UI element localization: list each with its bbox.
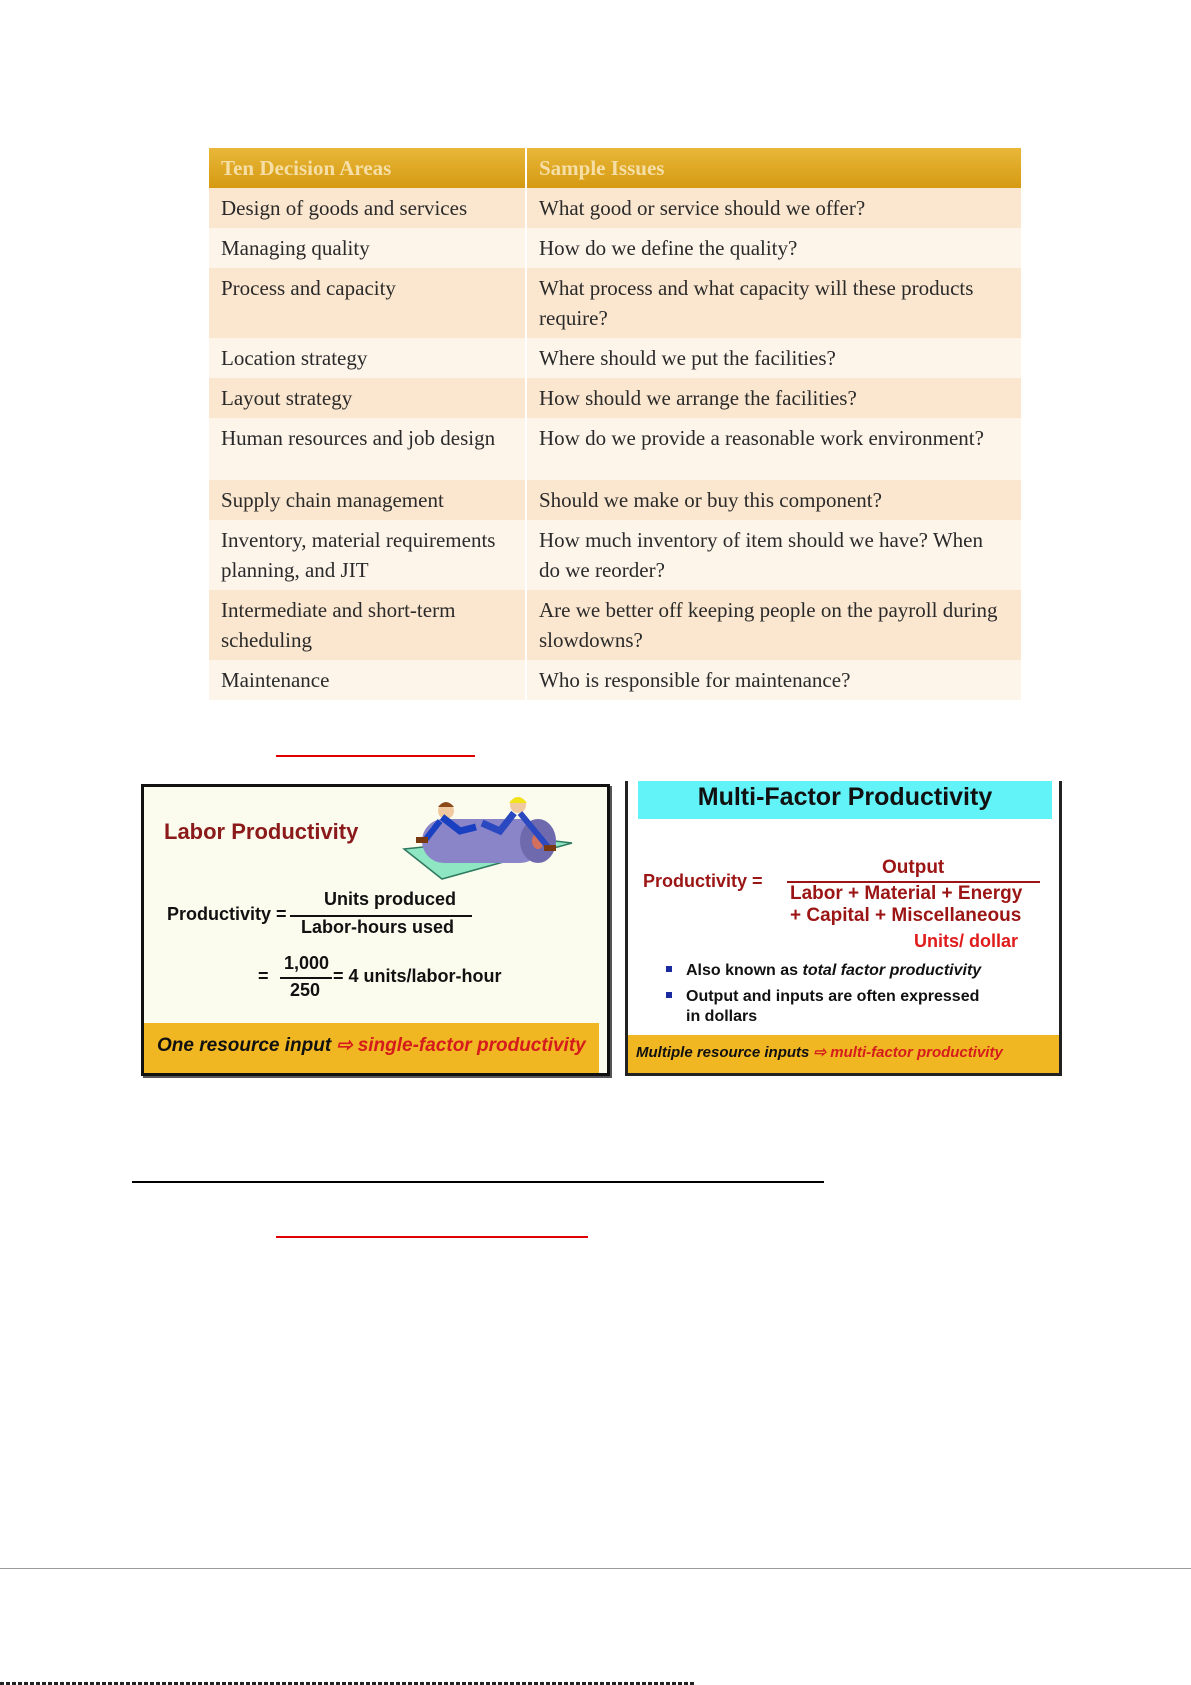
table-header-row	[209, 148, 1021, 188]
equals-sign: =	[258, 966, 269, 986]
decision-area-cell: Managing quality	[209, 228, 526, 268]
header-sample-issues: Sample Issues	[526, 148, 1021, 188]
numerator-value: 1,000	[284, 953, 330, 973]
sample-issue-cell: What good or service should we offer?	[526, 188, 1021, 228]
sample-issue-cell: How do we provide a reasonable work environment?	[526, 418, 1021, 480]
table-row	[209, 228, 1021, 268]
table-row	[209, 520, 1021, 590]
square-bullet-icon	[666, 966, 672, 972]
bullet-expressed-in-dollars: Output and inputs are often expressed in dollars	[666, 987, 979, 1027]
inputs-denominator-line-2: + Capital + Miscellaneous	[790, 905, 1022, 926]
sample-issue-cell: How much inventory of item should we have? When do we reorder?	[526, 520, 1021, 590]
decision-area-cell: Intermediate and short-term scheduling	[209, 590, 526, 660]
red-underline-rule	[276, 755, 475, 757]
table-row	[209, 418, 1021, 480]
slide-title: Labor Productivity	[164, 819, 359, 844]
workers-rolling-carpet-illustration	[402, 791, 578, 883]
productivity-label: Productivity =	[643, 871, 763, 891]
page-footer-divider	[0, 1568, 1191, 1569]
multi-factor-productivity-slide	[625, 781, 1062, 1076]
multi-factor-banner	[628, 1035, 1059, 1073]
inputs-denominator-line-1: Labor + Material + Energy	[790, 883, 1023, 904]
result-value: = 4 units/labor-hour	[333, 966, 502, 986]
decision-area-cell: Maintenance	[209, 660, 526, 700]
banner-highlight: single-factor productivity	[357, 1035, 586, 1056]
arrow-icon: ⇨	[336, 1035, 353, 1056]
decision-area-cell: Human resources and job design	[209, 418, 526, 480]
banner-highlight: multi-factor productivity	[830, 1044, 1003, 1061]
decision-area-cell: Location strategy	[209, 338, 526, 378]
sample-issue-cell: Who is responsible for maintenance?	[526, 660, 1021, 700]
decision-area-cell: Supply chain management	[209, 480, 526, 520]
banner-text: Multiple resource inputs	[636, 1044, 810, 1061]
productivity-label: Productivity =	[167, 904, 287, 924]
decision-area-cell: Inventory, material requirements planning, and JIT	[209, 520, 526, 590]
sample-issue-cell: How should we arrange the facilities?	[526, 378, 1021, 418]
table-row	[209, 268, 1021, 338]
sample-issue-cell: Are we better off keeping people on the payroll during slowdowns?	[526, 590, 1021, 660]
table-row	[209, 590, 1021, 660]
header-decision-areas: Ten Decision Areas	[209, 148, 526, 188]
banner-text: One resource input	[157, 1035, 332, 1056]
output-numerator: Output	[882, 857, 945, 878]
bullet-total-factor: Also known as total factor productivity	[666, 961, 981, 981]
sample-issue-cell: Where should we put the facilities?	[526, 338, 1021, 378]
decision-area-cell: Design of goods and services	[209, 188, 526, 228]
table-row	[209, 660, 1021, 700]
black-underline-rule	[132, 1181, 824, 1183]
table-row	[209, 338, 1021, 378]
decision-area-cell: Process and capacity	[209, 268, 526, 338]
units-per-dollar: Units/ dollar	[914, 931, 1019, 951]
units-produced-numerator: Units produced	[324, 889, 457, 909]
slide-title: Multi-Factor Productivity	[638, 781, 1052, 819]
table-row	[209, 378, 1021, 418]
arrow-icon: ⇨	[813, 1044, 827, 1061]
sample-issue-cell: Should we make or buy this component?	[526, 480, 1021, 520]
fraction-bar	[280, 977, 332, 979]
square-bullet-icon	[666, 992, 672, 998]
table-row	[209, 188, 1021, 228]
sample-issue-cell: What process and what capacity will these products require?	[526, 268, 1021, 338]
labor-hours-denominator: Labor-hours used	[301, 917, 455, 937]
single-factor-banner	[144, 1023, 599, 1073]
decision-area-cell: Layout strategy	[209, 378, 526, 418]
denominator-value: 250	[290, 980, 321, 1000]
table-row	[209, 480, 1021, 520]
decision-areas-table	[209, 148, 1021, 700]
labor-productivity-slide	[141, 784, 610, 1076]
sample-issue-cell: How do we define the quality?	[526, 228, 1021, 268]
red-underline-rule	[276, 1236, 588, 1238]
